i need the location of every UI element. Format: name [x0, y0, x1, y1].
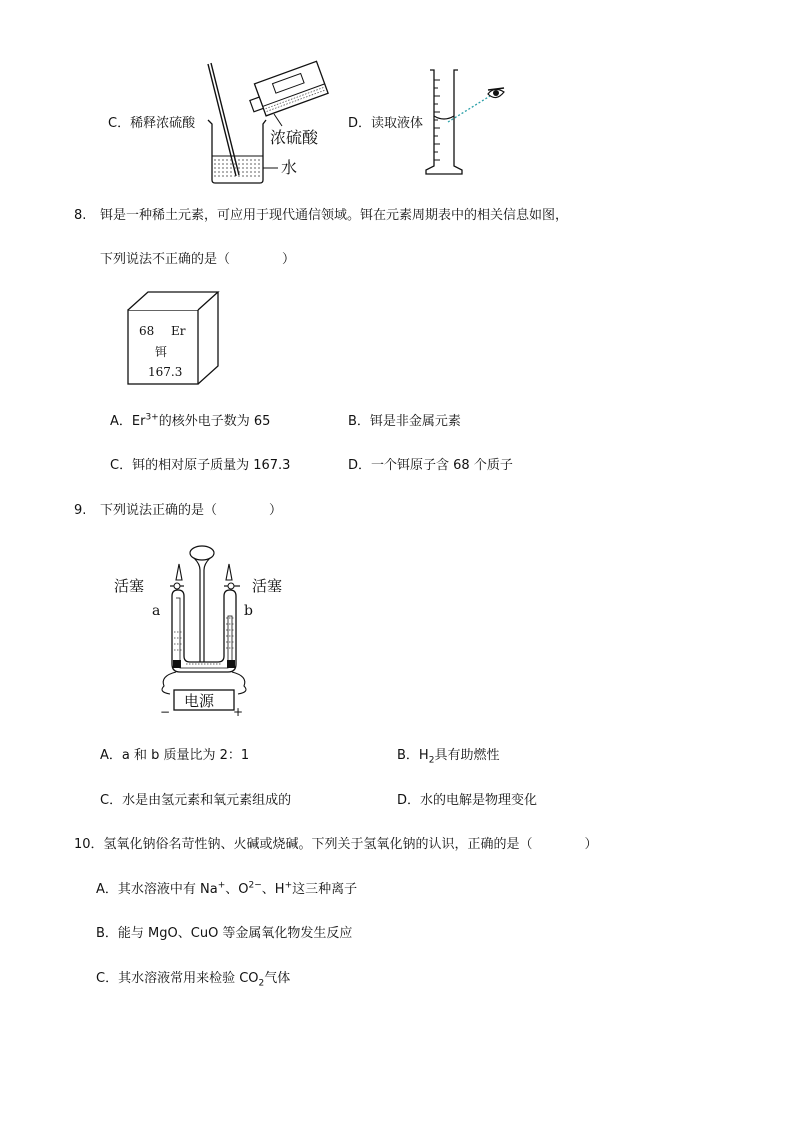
q7-option-c-label: C．稀释浓硫酸: [108, 116, 196, 131]
acid-label: 浓硫酸: [270, 128, 319, 147]
q8-stem-line2: 下列说法不正确的是（ ）: [100, 252, 296, 267]
q8-number: 8.: [74, 208, 87, 223]
right-electrode: [227, 660, 235, 668]
minus-sign: −: [160, 705, 171, 719]
atomic-mass: 167.3: [148, 365, 183, 379]
graduated-cylinder: [426, 70, 462, 174]
element-symbol: Er: [171, 324, 186, 338]
q9-number: 9.: [74, 503, 87, 518]
electrolysis-figure: [154, 544, 264, 716]
dilute-acid-figure: [200, 58, 340, 188]
tube-b-label: b: [244, 603, 253, 619]
q9-option-c: C．水是由氢元素和氧元素组成的: [100, 793, 292, 808]
element-name: 铒: [155, 345, 168, 359]
q8-option-b: B．铒是非金属元素: [348, 414, 461, 429]
q10-option-b: B．能与 MgO、CuO 等金属氧化物发生反应: [96, 926, 353, 941]
water-label: 水: [281, 158, 298, 177]
plus-sign: +: [233, 705, 244, 719]
q7-option-d-label: D．读取液体: [348, 116, 424, 131]
q8-option-a: A．$Er^{3+}$的核外电子数为 65: [110, 412, 271, 429]
q8-option-d: D．一个铒原子含 68 个质子: [348, 458, 513, 473]
left-electrode: [173, 660, 181, 668]
graduated-cylinder-figure: [424, 66, 514, 178]
q10-stem: 10．氢氧化钠俗名苛性钠、火碱或烧碱。下列关于氢氧化钠的认识，正确的是（ ）: [74, 837, 598, 852]
q8-option-c: C．铒的相对原子质量为 167.3: [110, 458, 291, 473]
left-stopcock: [174, 583, 180, 589]
q9-stem: 下列说法正确的是（ ）: [100, 503, 283, 518]
eye-icon: [488, 88, 504, 98]
beaker: [208, 120, 266, 183]
q10-option-c: C．其水溶液常用来检验 $CO_2$气体: [96, 971, 291, 989]
q8-stem-line1: 铒是一种稀土元素，可应用于现代通信领域。铒在元素周期表中的相关信息如图，: [100, 208, 569, 223]
left-valve-label: 活塞: [114, 577, 145, 595]
q9-option-d: D．水的电解是物理变化: [397, 793, 538, 808]
reservoir: [190, 546, 214, 560]
right-valve-label: 活塞: [252, 577, 283, 595]
atomic-number: 68: [139, 324, 155, 338]
tube-a-label: a: [152, 603, 161, 619]
acid-bottle: [245, 61, 328, 119]
q10-option-a: A．其水溶液中有 Na+、$O^{2-}$、H+这三种离子: [96, 880, 358, 897]
q9-option-a: A．a 和 b 质量比为 2：1: [100, 748, 250, 763]
right-stopcock: [228, 583, 234, 589]
power-label: 电源: [184, 692, 215, 710]
q9-option-b: B．$H_2$具有助燃性: [397, 748, 500, 766]
